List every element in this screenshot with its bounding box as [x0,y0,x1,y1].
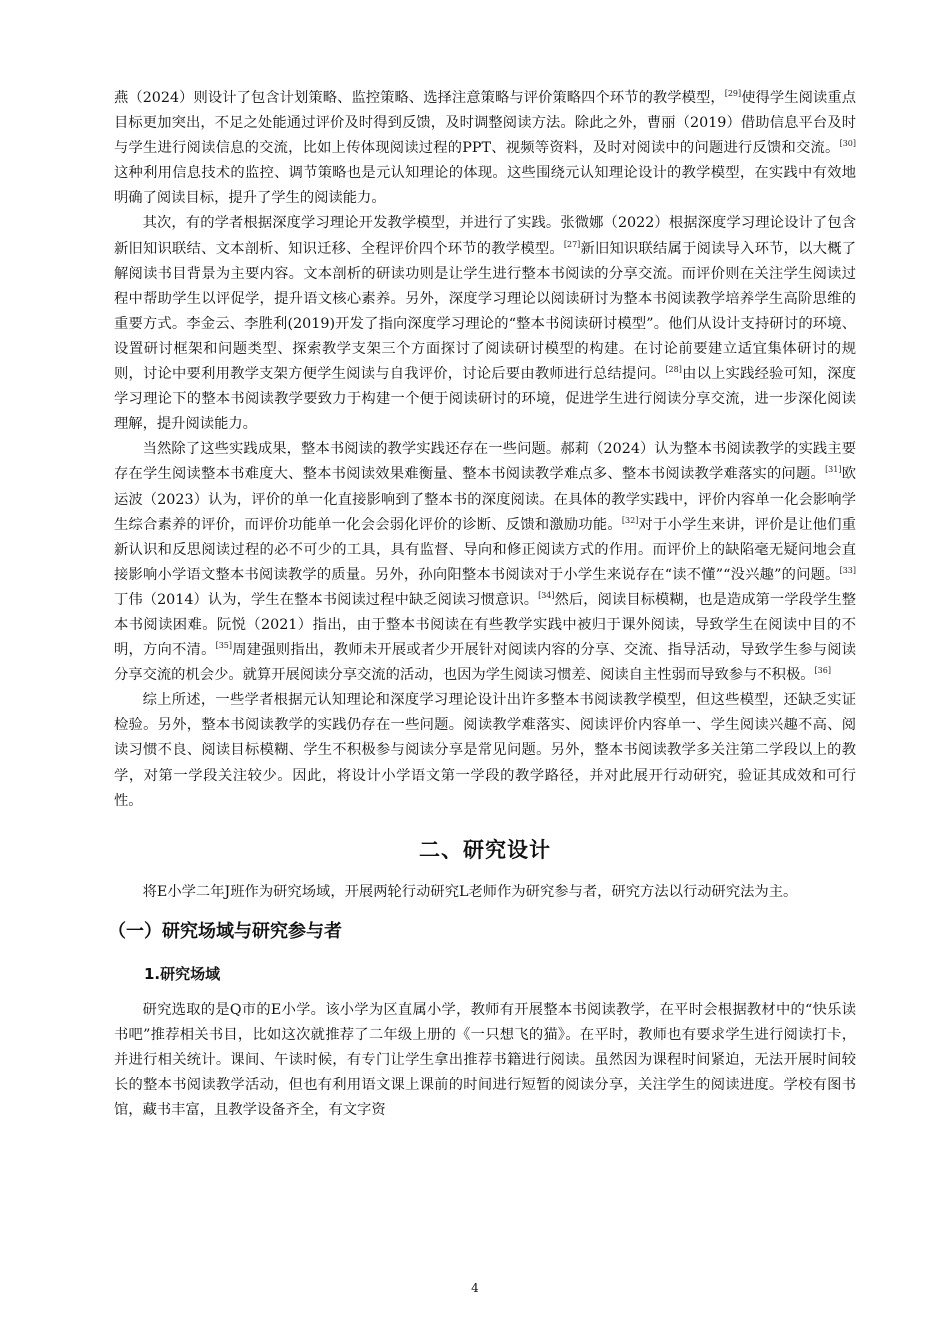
paragraph-text: 丁伟（2014）认为，学生在整本书阅读过程中缺乏阅读习惯意识。 [114,591,539,608]
body-before [114,86,856,814]
paragraph-p1 [114,86,856,211]
citation-ref: [30] [839,139,856,149]
paragraph-text: 当然除了这些实践成果，整本书阅读的教学实践还存在一些问题。郝莉（2024）认为整本书阅读教学的实践主要存在学生阅读整本书难度大、整本书阅读效果难衡量、整本书阅读教学难点多、整本书阅读教学难落实的问题。 [114,441,856,483]
paragraph-p4 [114,688,856,813]
paragraph-text: 对于小学生来讲，评价是让他们重新认识和反思阅读过程的必不可少的工具，具有监督、导向和修正阅读方式的作用。而评价上的缺陷毫无疑问地会直接影响小学语文整本书阅读教学的质量。另外，孙向阳整本书阅读对于小学生来说存在“读不懂”“没兴趣”的问题。 [114,516,857,583]
paragraph-p5 [114,880,856,905]
page-number: 4 [471,1281,479,1295]
citation-ref: [35] [215,641,233,651]
paragraph-text: 这种利用信息技术的监控、调节策略也是元认知理论的体现。这些围绕元认知理论设计的教学模型，在实践中有效地明确了阅读目标，提升了学生的阅读能力。 [114,165,856,207]
paragraph-p2 [114,211,856,437]
paragraph-text: 综上所述，一些学者根据元认知理论和深度学习理论设计出许多整本书阅读教学模型，但这些模型，还缺乏实证检验。另外，整本书阅读教学的实践仍存在一些问题。阅读教学难落实、阅读评价内容单一、学生阅读兴趣不高、阅读习惯不良、阅读目标模糊、学生不积极参与阅读分享是常见问题。另外，整本书阅读教学多关注第二学段以上的教学，对第一学段关注较少。因此，将设计小学语文第一学段的教学路径，并对此展开行动研究，验证其成效和可行性。 [114,692,856,809]
body-after [114,998,856,1123]
section-title: 二、研究设计 [419,837,551,862]
citation-ref: [28] [665,365,682,375]
paragraph-text: 由以上实践经验可知，深度学习理论下的整本书阅读教学要致力于构建一个便于阅读研讨的环境，促进学生进行阅读分享交流，进一步深化阅读理解，提升阅读能力。 [114,366,856,433]
citation-ref: [27] [563,239,581,249]
citation-ref: [31] [825,465,842,475]
paragraph-text: 燕（2024）则设计了包含计划策略、监控策略、选择注意策略与评价策略四个环节的教学模型， [114,90,725,106]
citation-ref: [36] [814,666,831,676]
paragraph-text: 欧运波（2023）认为，评价的单一化直接影响到了整本书的深度阅读。在具体的教学实践中，评价内容单一化会影响学生综合素养的评价，而评价功能单一化会会弱化评价的诊断、反馈和激励功能。 [114,466,856,533]
citation-ref: [34] [538,590,555,600]
paragraph-text: 然后，阅读目标模糊，也是造成第一学段学生整本书阅读困难。阮悦（2021）指出，由于整本书阅读在有些教学实践中被归于课外阅读，导致学生在阅读中目的不明，方向不清。 [114,591,856,659]
paragraph-text: 使得学生阅读重点目标更加突出，不足之处能通过评价及时得到反馈，及时调整阅读方法。除此之外，曹丽（2019）借助信息平台及时与学生进行阅读信息的交流，比如上传体现阅读过程的PPT、视频等资料，及时对阅读中的问题进行反馈和交流。 [114,90,856,157]
citation-ref: [29] [724,89,742,98]
subsection-title: （一）研究场域与研究参与者 [108,920,342,942]
paragraph-text: 周建强则指出，教师未开展或者少开展针对阅读内容的分享、交流、指导活动，导致学生参与阅读分享交流的机会少。就算开展阅读分享交流的活动，也因为学生阅读习惯差、阅读自主性弱而导致参与不积极。 [114,642,857,684]
paragraph-p3 [114,437,856,688]
paragraph-text: 将E小学二年J班作为研究场域，开展两轮行动研究L老师作为研究参与者，研究方法以行动研究法为主。 [142,883,798,900]
paragraph-text: 研究选取的是Q市的E小学。该小学为区直属小学，教师有开展整本书阅读教学，在平时会根据教材中的“快乐读书吧”推荐相关书目，比如这次就推荐了二年级上册的《一只想飞的猫》。在平时，教师也有要求学生进行阅读打卡，并进行相关统计。课间、午读时候，有专门让学生拿出推荐书籍进行阅读。虽然因为课程时间紧迫，无法开展时间较长的整本书阅读教学活动，但也有利用语文课上课前的时间进行短暂的阅读分享，关注学生的阅读进度。学校有图书馆，藏书丰富，且教学设备齐全，有文字资 [114,1001,856,1119]
paragraph-text: 新旧知识联结属于阅读导入环节，以大概了解阅读书目背景为主要内容。文本剖析的研读功则是让学生进行整本书阅读的分享交流。而评价则在关注学生阅读过程中帮助学生以评促学，提升语文核心素养。另外，深度学习理论以阅读研讨为整本书阅读教学培养学生高阶思维的重要方式。李金云、李胜利(2019)开发了指向深度学习理论的“整本书阅读研讨模型”。他们从设计支持研讨的环境、设置研讨框架和问题类型、探索教学支架三个方面探讨了阅读研讨模型的构建。在讨论前要建立适宜集体研讨的规则，讨论中要利用教学支架方便学生阅读与自我评价，讨论后要由教师进行总结提问。 [114,240,856,383]
citation-ref: [33] [839,565,856,575]
section-intro [114,880,856,905]
subsubsection-title: 1.研究场域 [144,964,221,983]
citation-ref: [32] [621,515,639,525]
paragraph-text: 其次，有的学者根据深度学习理论开发教学模型，并进行了实践。张微娜（2022）根据深度学习理论设计了包含新旧知识联结、文本剖析、知识迁移、全程评价四个环节的教学模型。 [114,215,856,257]
paragraph-p6 [114,998,856,1123]
